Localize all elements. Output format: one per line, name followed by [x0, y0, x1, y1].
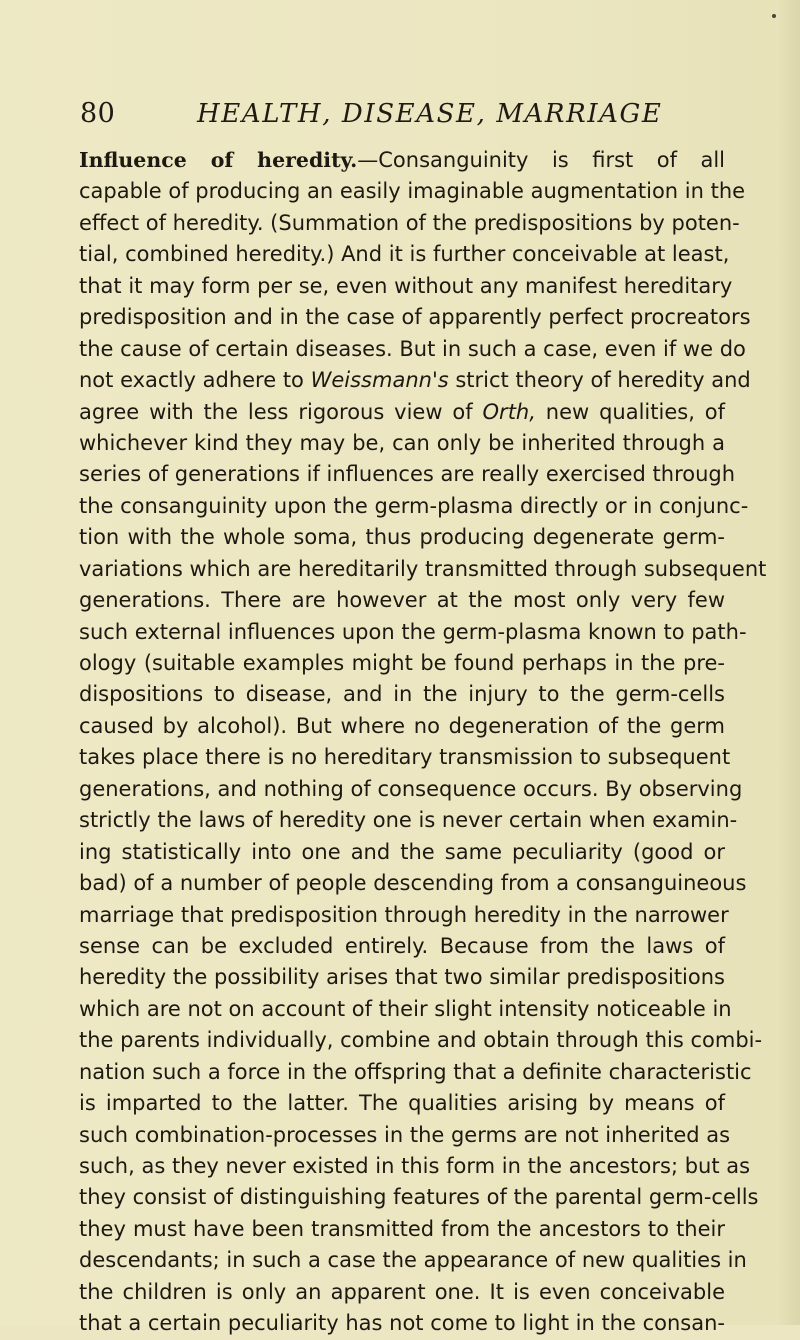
text-line-content: tial, combined heredity.) And it is further conceivable at least, — [79, 242, 730, 267]
text-line — [79, 1245, 747, 1276]
body-paragraph — [79, 145, 767, 1340]
text-line — [79, 774, 743, 805]
text-line — [79, 994, 732, 1025]
text-line — [79, 1088, 725, 1119]
text-line — [79, 868, 747, 899]
text-line — [79, 522, 725, 553]
text-line — [79, 837, 725, 868]
text-line-content: strictly the laws of heredity one is never certain when examin- — [79, 808, 738, 833]
text-line-content: ology (suitable examples might be found perhaps in the pre- — [79, 651, 725, 675]
text-line-content: that a certain peculiarity has not come to light in the consan- — [79, 1311, 725, 1336]
text-line-content: caused by alcohol). But where no degeneration of the germ — [79, 713, 725, 738]
text-line-content: strict theory of heredity and — [448, 368, 751, 393]
text-line — [79, 554, 767, 585]
text-line-content: variations which are hereditarily transmitted through subsequent — [79, 556, 767, 581]
text-line — [79, 176, 746, 207]
text-line — [79, 1277, 725, 1308]
text-line — [79, 900, 729, 931]
author-name-weissmann: Weissmann's — [310, 368, 449, 393]
text-line-content: ing statistically into one and the same peculiarity (good or — [79, 839, 725, 864]
text-line — [79, 1120, 731, 1151]
text-line — [79, 1057, 752, 1088]
text-line-content: dispositions to disease, and in the injury to the germ-cells — [79, 682, 725, 707]
text-line-content: such external influences upon the germ-plasma known to path- — [79, 619, 747, 644]
text-line — [79, 931, 725, 962]
running-head — [80, 98, 720, 138]
text-line-content: the consanguinity upon the germ-plasma directly or in conjunc- — [79, 493, 749, 518]
text-line — [79, 145, 725, 176]
text-line — [79, 239, 730, 270]
text-line-content: series of generations if influences are really exercised through — [79, 462, 736, 487]
text-line — [79, 491, 749, 522]
author-name-orth: Orth, — [482, 399, 536, 424]
text-line-content: agree with the less rigorous view of — [79, 399, 483, 424]
text-line — [79, 208, 740, 239]
text-line-content: they consist of distinguishing features of the parental germ-cells — [79, 1185, 759, 1210]
text-line-content: descendants; in such a case the appearance of new qualities in — [79, 1248, 747, 1273]
text-line-content: the children is only an apparent one. It is even conceivable — [79, 1279, 725, 1304]
text-line — [79, 334, 746, 365]
text-line — [79, 1151, 751, 1182]
text-line — [79, 1025, 763, 1056]
text-line-content: whichever kind they may be, can only be inherited through a — [79, 430, 725, 455]
running-title: HEALTH, DISEASE, MARRIAGE — [197, 99, 663, 129]
text-line — [79, 365, 751, 396]
text-line-content: sense can be excluded entirely. Because from the laws of — [79, 933, 725, 958]
text-line-content: nation such a force in the offspring that a definite characteristic — [79, 1059, 752, 1084]
section-lead: Influence of heredity. — [79, 148, 358, 172]
text-line — [79, 742, 731, 773]
text-line-content: generations. There are however at the most only very few — [79, 588, 725, 613]
text-line-content: effect of heredity. (Summation of the predispositions by poten- — [79, 210, 740, 235]
text-line-content: is imparted to the latter. The qualities arising by means of — [79, 1091, 725, 1116]
text-line — [79, 1214, 725, 1245]
text-line-content: the cause of certain diseases. But in such a case, even if we do — [79, 336, 746, 361]
text-line-content: tion with the whole soma, thus producing degenerate germ- — [79, 525, 725, 550]
text-line-content: capable of producing an easily imaginable augmentation in the — [79, 179, 746, 204]
page-speck — [772, 14, 776, 18]
text-line — [79, 397, 725, 428]
text-line-content: predisposition and in the case of apparently perfect procreators — [79, 305, 751, 330]
text-line-content: takes place there is no hereditary transmission to subsequent — [79, 745, 731, 770]
text-line — [79, 617, 747, 648]
text-line — [79, 1182, 759, 1213]
text-line — [79, 302, 751, 333]
text-line-content: bad) of a number of people descending from a consanguineous — [79, 871, 747, 896]
page-edge-shadow — [778, 0, 800, 1325]
text-line-content: generations, and nothing of consequence occurs. By observing — [79, 776, 743, 801]
text-line — [79, 271, 733, 302]
text-line-content: which are not on account of their slight intensity noticeable in — [79, 996, 732, 1021]
text-line-content: that it may form per se, even without any manifest hereditary — [79, 273, 733, 298]
text-line — [79, 459, 736, 490]
text-line-content: heredity the possibility arises that two similar predispositions — [79, 965, 725, 990]
text-line — [79, 1308, 725, 1339]
text-line-content: —Consanguinity is first of all — [357, 148, 726, 172]
text-line-content: such combination-processes in the germs are not inherited as — [79, 1122, 731, 1147]
text-line — [79, 648, 725, 679]
text-line — [79, 585, 725, 616]
text-line — [79, 805, 738, 836]
text-line — [79, 428, 725, 459]
text-line-content: marriage that predisposition through heredity in the narrower — [79, 902, 729, 927]
text-line-content: such, as they never existed in this form in the ancestors; but as — [79, 1154, 751, 1178]
text-line-content: the parents individually, combine and obtain through this combi- — [79, 1028, 763, 1053]
text-line-content: new qualities, of — [535, 399, 725, 424]
text-line — [79, 962, 725, 993]
text-line — [79, 711, 725, 742]
text-line-content: not exactly adhere to — [79, 368, 311, 393]
text-line-content: they must have been transmitted from the ancestors to their — [79, 1216, 725, 1241]
page-number: 80 — [80, 98, 116, 129]
text-line — [79, 679, 725, 710]
